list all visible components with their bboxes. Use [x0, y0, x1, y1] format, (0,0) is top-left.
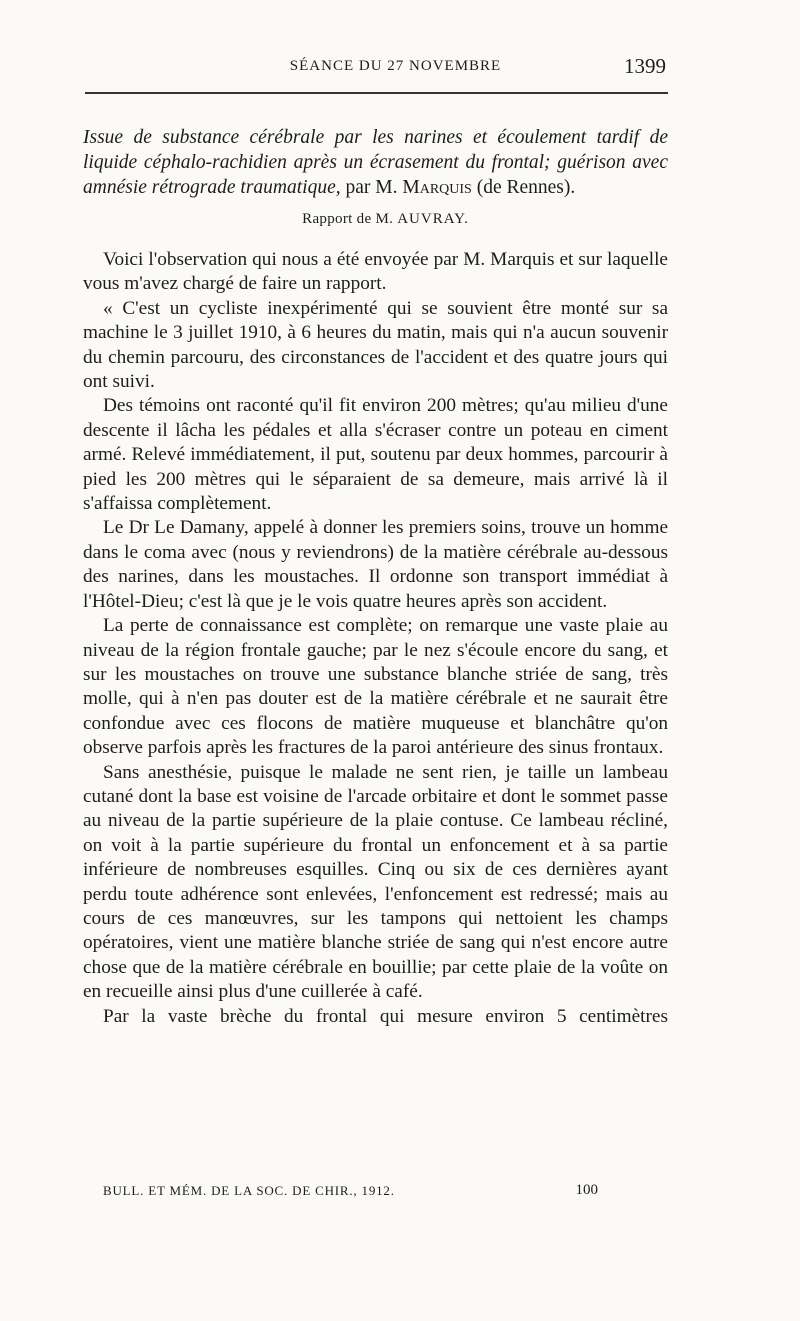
paragraph-2: « C'est un cycliste inexpérimenté qui se souvient être monté sur sa machine le 3 juillet 1910, à 6 heures du matin, mais qui n'a aucun souvenir du chemin parcouru, des circonstances de l'accident et des quatre jours qui ont suivi.: [83, 297, 668, 393]
byline-prefix: par M.: [345, 177, 398, 198]
header-rule: [85, 92, 668, 94]
page-footer: [103, 1179, 598, 1203]
paragraph-1: Voici l'observation qui nous a été envoyée par M. Marquis et sur laquelle vous m'avez chargé de faire un rapport.: [83, 249, 668, 295]
report-author: AUVRAY.: [397, 211, 469, 227]
author-location: (de Rennes).: [476, 177, 576, 198]
paragraph-4: Le Dr Le Damany, appelé à donner les premiers soins, trouve un homme dans le coma avec (nous y reviendrons) de la matière cérébrale au-dessous des narines, dans les moustaches. Il ordonne son transport immédiat à l'Hôtel-Dieu; c'est là que je le vois quatre heures après son accident.: [83, 517, 668, 612]
journal-reference: BULL. ET MÉM. DE LA SOC. DE CHIR., 1912.: [103, 1183, 395, 1198]
page-header: [83, 52, 668, 88]
report-prefix: Rapport de M.: [302, 211, 394, 227]
document-page: [83, 52, 668, 1198]
paragraph-6: Sans anesthésie, puisque le malade ne sent rien, je taille un lambeau cutané dont la base est voisine de l'arcade orbitaire et dont le sommet passe au niveau de la partie supérieure de la plaie contuse. Ce lambeau récliné, on voit à la partie supérieure du frontal un enfoncement et à sa partie inférieure de nombreuses esquilles. Cinq ou six de ces dernières ayant perdu toute adhérence sont enlevées, l'enfoncement est redressé; mais au cours de ces manœuvres, sur les tampons qui nettoient les champs opératoires, vient une matière blanche striée de sang qui n'est encore autre chose que de la matière cérébrale en bouillie; par cette plaie de la voûte on en recueille ainsi plus d'une cuillerée à café.: [83, 761, 668, 1003]
paragraph-5: La perte de connaissance est complète; on remarque une vaste plaie au niveau de la région frontale gauche; par le nez s'écoule encore du sang, et sur les moustaches on trouve une substance blanche striée de sang, très molle, qui à n'en pas douter est de la matière cérébrale et ne saurait être confondue avec ces flocons de matière muqueuse et blanchâtre qu'on observe parfois après les fractures de la paroi antérieure des sinus frontaux.: [83, 615, 668, 759]
author-name: Marquis: [402, 177, 472, 198]
article-title: [83, 125, 668, 200]
paragraph-3: Des témoins ont raconté qu'il fit environ 200 mètres; qu'au milieu d'une descente il lâcha les pédales et alla s'écraser contre un poteau en ciment armé. Relevé immédiatement, il put, soutenu par deux hommes, parcourir à pied les 200 mètres qui le séparaient de sa demeure, mais arrivé là il s'affaissa complètement.: [83, 395, 668, 515]
running-title: SÉANCE DU 27 NOVEMBRE: [289, 58, 502, 74]
paragraph-7: Par la vaste brèche du frontal qui mesure environ 5 centimètres: [103, 1005, 668, 1027]
page-number: 1399: [624, 54, 666, 78]
report-line: [103, 211, 668, 228]
sheet-number: 100: [575, 1182, 598, 1198]
article-title-text: Issue de substance cérébrale par les narines et écoulement tardif de liquide céphalo-rachidien après un écrasement du frontal; guérison avec amnésie rétrograde traumatique,: [83, 127, 668, 198]
